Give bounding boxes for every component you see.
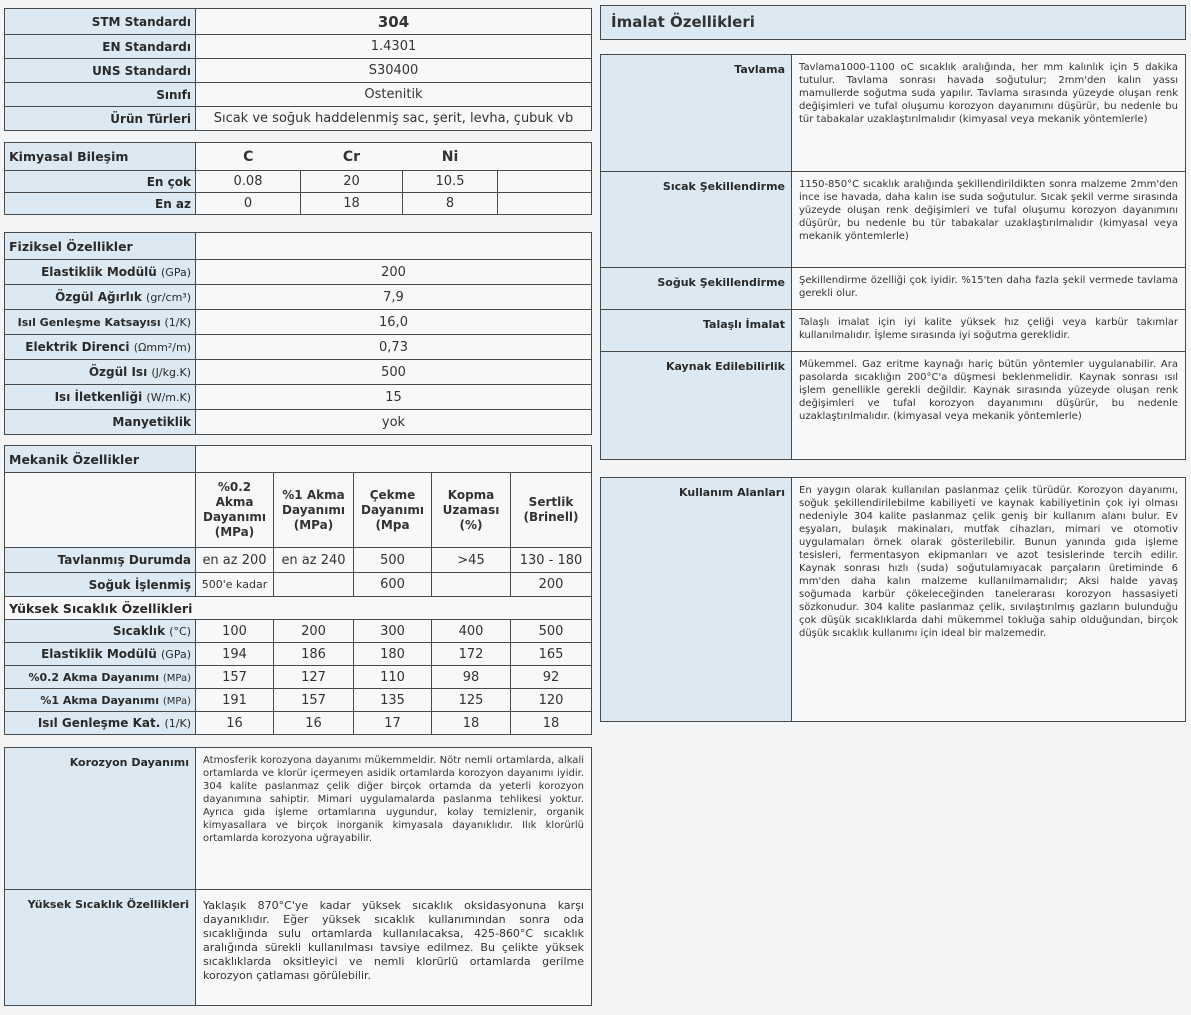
physical-header-row [5, 233, 592, 260]
mechanical-title: Mekanik Özellikler [5, 446, 196, 473]
high-temp-unit: (°C) [169, 625, 191, 638]
standards-row [5, 9, 592, 35]
high-temp-value: 180 [354, 643, 432, 666]
chemical-value: 8 [403, 193, 498, 215]
manufacturing-text: Şekillendirme özelliği çok iyidir. %15'ten daha fazla şekil vermede tavlama gerekli olur. [792, 268, 1186, 310]
chemical-label: En çok [5, 171, 196, 193]
manufacturing-label: Talaşlı İmalat [601, 310, 792, 352]
physical-row [5, 385, 592, 410]
standards-label: Ürün Türleri [5, 107, 196, 131]
high-temp-value: 110 [354, 666, 432, 689]
physical-label: Elektrik Direnci [25, 340, 130, 354]
high-temp-unit: (GPa) [161, 648, 191, 661]
mech-col-header: Çekme Dayanımı (Mpa [354, 473, 432, 548]
mechanical-row-label: Soğuk İşlenmiş [5, 573, 196, 597]
standards-row [5, 35, 592, 59]
mechanical-value: 500 [354, 548, 432, 573]
high-temp-value: 135 [354, 689, 432, 712]
high-temp-row [5, 620, 592, 643]
mechanical-value: >45 [432, 548, 511, 573]
high-temp-row [5, 712, 592, 735]
high-temp-value: 300 [354, 620, 432, 643]
manufacturing-table [600, 54, 1186, 460]
high-temp-value: 100 [196, 620, 274, 643]
physical-label: Elastiklik Modülü [41, 265, 157, 279]
physical-row [5, 410, 592, 435]
mechanical-value [432, 573, 511, 597]
manufacturing-label: Tavlama [601, 55, 792, 172]
physical-unit: (W/m.K) [146, 391, 191, 404]
chemical-value: 10.5 [403, 171, 498, 193]
mechanical-value: 130 - 180 [511, 548, 592, 573]
manufacturing-row [601, 172, 1186, 268]
usage-label: Kullanım Alanları [601, 478, 792, 722]
physical-unit: (1/K) [164, 315, 191, 329]
standards-label: EN Standardı [5, 35, 196, 59]
physical-value: 15 [196, 385, 592, 410]
high-temp-value: 186 [274, 643, 354, 666]
high-temp-value: 165 [511, 643, 592, 666]
physical-unit: (Ωmm²/m) [133, 341, 191, 354]
standards-value: 1.4301 [196, 35, 592, 59]
physical-unit: (GPa) [161, 266, 191, 279]
physical-row [5, 310, 592, 335]
usage-row [601, 478, 1186, 722]
physical-table [4, 232, 592, 435]
physical-value: 7,9 [196, 285, 592, 310]
chemical-header-row [5, 143, 592, 171]
mechanical-value: 500'e kadar [196, 573, 274, 597]
high-temp-value: 92 [511, 666, 592, 689]
element-c: C [196, 143, 301, 171]
high-temp-unit: (MPa) [162, 672, 191, 684]
high-temp-value: 157 [196, 666, 274, 689]
high-temp-row [5, 643, 592, 666]
high-temp-label: Sıcaklık [112, 624, 166, 638]
manufacturing-row [601, 55, 1186, 172]
manufacturing-row [601, 268, 1186, 310]
high-temp-value: 400 [432, 620, 511, 643]
physical-row [5, 285, 592, 310]
note-label: Yüksek Sıcaklık Özellikleri [5, 890, 196, 1006]
high-temp-value: 16 [274, 712, 354, 735]
note-text: Yaklaşık 870°C'ye kadar yüksek sıcaklık oksidasyonuna karşı dayanıklıdır. Eğer yüksek sıcaklık kullanımından sonra oda sıcaklığında sulu ortamlarda kullanılacaksa, 425-860°C sıcaklık aralığında sürekli kullanılması tavsiye edilmez. Bu çelikte yüksek sıcaklıklarda oksitleyici ve nemli klorürlü ortamlarda gerilme korozyon çatlaması görülebilir. [196, 890, 592, 1006]
high-temp-value: 17 [354, 712, 432, 735]
manufacturing-label: Kaynak Edilebilirlik [601, 352, 792, 460]
high-temp-unit: (MPa) [162, 695, 191, 707]
physical-unit: (gr/cm³) [146, 291, 191, 304]
high-temp-value: 191 [196, 689, 274, 712]
high-temp-value: 120 [511, 689, 592, 712]
chemical-row [5, 193, 592, 215]
mechanical-row-label: Tavlanmış Durumda [5, 548, 196, 573]
mechanical-value [274, 573, 354, 597]
manufacturing-text: 1150-850°C sıcaklık aralığında şekillendirildikten sonra malzeme 2mm'den ince ise havada, daha kalın ise suda soğutulur. Sıcak şekil verme sırasında yüzeyde oluşan renk değişimleri ve tufal oluşumu korozyon dayanımını düşürür, bu nedenle bu tür tabakalar uzaklaştırılmalıdır (kimyasal veya mekanik yöntemlerle) [792, 172, 1186, 268]
physical-value: 0,73 [196, 335, 592, 360]
physical-label: Isı İletkenliği [54, 390, 143, 404]
manufacturing-text: Talaşlı imalat için iyi kalite yüksek hız çeliği veya karbür takımlar kullanılmalıdır. İşleme sırasında iyi soğutma gereklidir. [792, 310, 1186, 352]
high-temp-value: 172 [432, 643, 511, 666]
physical-label: Özgül Isı [88, 365, 148, 379]
standards-label: UNS Standardı [5, 59, 196, 83]
mech-col-header: Kopma Uzaması (%) [432, 473, 511, 548]
mechanical-row [5, 548, 592, 573]
standards-row [5, 83, 592, 107]
note-label: Korozyon Dayanımı [5, 748, 196, 890]
high-temp-title-row [5, 597, 592, 620]
physical-value: 500 [196, 360, 592, 385]
mechanical-row [5, 573, 592, 597]
usage-table [600, 477, 1186, 722]
mechanical-table [4, 445, 592, 735]
manufacturing-row [601, 310, 1186, 352]
high-temp-unit: (1/K) [164, 717, 191, 730]
physical-label: Isıl Genleşme Katsayısı [17, 315, 161, 329]
high-temp-value: 194 [196, 643, 274, 666]
mech-col-header: %1 Akma Dayanımı (MPa) [274, 473, 354, 548]
standards-label: Sınıfı [5, 83, 196, 107]
mechanical-value: en az 200 [196, 548, 274, 573]
chemical-value: 20 [301, 171, 403, 193]
mechanical-value: 600 [354, 573, 432, 597]
manufacturing-text: Mükemmel. Gaz eritme kaynağı hariç bütün yöntemler uygulanabilir. Ara pasolarda sıcaklığın 200°C'a düşmesi beklenmelidir. Kaynak sonrası ısıl işlem genellikle gerekli değildir. Kaynak sırasında yüzeyde oluşan renk değişimleri ve tufal korozyon dayanımını düşürür, bu nedenle uzaklaştırılmalıdır. (kimyasal veya mekanik yöntemlerle) [792, 352, 1186, 460]
standards-row [5, 59, 592, 83]
chemical-value: 0 [196, 193, 301, 215]
physical-value: 200 [196, 260, 592, 285]
high-temp-row [5, 689, 592, 712]
physical-row [5, 335, 592, 360]
physical-label: Özgül Ağırlık [55, 290, 142, 304]
physical-value: yok [196, 410, 592, 435]
physical-unit: (J/kg.K) [151, 366, 191, 379]
standards-table [4, 8, 592, 131]
physical-title: Fiziksel Özellikler [5, 233, 196, 260]
manufacturing-text: Tavlama1000-1100 oC sıcaklık aralığında, her mm kalınlık için 5 dakika tutulur. Tavlama sonrası havada soğutulur; 2mm'den kalın yassı mamullerde soğutma suda yapılır. Tavlama sırasında yüzeyde oluşan renk değişimleri ve tufal oluşumu korozyon dayanımını düşürür, bu nedenle bu tür tabakalar uzaklaştırılmalıdır (kimyasal veya mekanik yöntemlerle) [792, 55, 1186, 172]
mechanical-header-row [5, 473, 592, 548]
mechanical-title-row [5, 446, 592, 473]
manufacturing-label: Sıcak Şekillendirme [601, 172, 792, 268]
note-text: Atmosferik korozyona dayanımı mükemmeldir. Nötr nemli ortamlarda, alkali ortamlarda ve klorür içermeyen asidik ortamlarda korozyon dayanımı iyidir. 304 kalite paslanmaz çelik diğer birçok ortamda da yeterli korozyon dayanımına sahiptir. Mimari uygulamalarda paslanma tehlikesi yoktur. Ayrıca gıda işleme ortamlarına uygundur, kolay temizlenir, organik kimyasallara ve birçok inorganik kimyasala dayanıklıdır. Ilık klorürlü ortamlarda korozyona uğrayabilir. [196, 748, 592, 890]
chemical-value: 18 [301, 193, 403, 215]
mech-col-header: Sertlik (Brinell) [511, 473, 592, 548]
physical-row [5, 260, 592, 285]
high-temp-value: 127 [274, 666, 354, 689]
usage-text: En yaygın olarak kullanılan paslanmaz çelik türüdür. Korozyon dayanımı, soğuk şekillendirilebilme kabiliyeti ve kaynak kabiliyetinin çok iyi olması nedeniyle 304 kalite paslanmaz çelik geniş bir kullanım alanı bulur. Ev eşyaları, bulaşık makinaları, mutfak cihazları, mimari ve otomotiv uygulamaları örnek olarak gösterilebilir. Bunun yanında gıda işleme tesisleri, fermentasyon ekipmanları ve azot tesislerinde tercih edilir. Kaynak sonrası hızlı (suda) soğutulamıyacak parçaların üretiminde 6 mm'den daha kalın malzeme kullanılmamalıdır; Aksi halde yavaş soğumada karbür çökeleceğinden tanelerarası korozyon hassasiyeti sözkonudur. 304 kalite paslanmaz çelik, sıvılaştırılmış gazların bulunduğu çok düşük sıcaklıklarda dahi mükemmel tokluğa sahip olduğundan, birçok düşük sıcaklık kullanımı için ideal bir malzemedir. [792, 478, 1186, 722]
high-temp-value: 500 [511, 620, 592, 643]
mechanical-value: 200 [511, 573, 592, 597]
chemical-label: En az [5, 193, 196, 215]
standards-row [5, 107, 592, 131]
high-temp-value: 98 [432, 666, 511, 689]
high-temp-label: Isıl Genleşme Kat. [37, 716, 161, 730]
manufacturing-title: İmalat Özellikleri [611, 13, 755, 31]
mechanical-value: en az 240 [274, 548, 354, 573]
physical-label: Manyetiklik [112, 415, 191, 429]
standards-value: Ostenitik [196, 83, 592, 107]
chemical-value: 0.08 [196, 171, 301, 193]
high-temp-value: 16 [196, 712, 274, 735]
mech-col-header: %0.2 Akma Dayanımı (MPa) [196, 473, 274, 548]
manufacturing-title-bar [600, 5, 1186, 40]
high-temp-label: %1 Akma Dayanımı [40, 693, 160, 707]
high-temp-value: 125 [432, 689, 511, 712]
note-row [5, 748, 592, 890]
notes-left-table [4, 747, 592, 1006]
chemical-table [4, 142, 592, 215]
manufacturing-row [601, 352, 1186, 460]
element-ni: Ni [403, 143, 498, 171]
physical-row [5, 360, 592, 385]
high-temp-value: 157 [274, 689, 354, 712]
high-temp-label: Elastiklik Modülü [41, 647, 157, 661]
high-temp-row [5, 666, 592, 689]
physical-value: 16,0 [196, 310, 592, 335]
standards-value: Sıcak ve soğuk haddelenmiş sac, şerit, levha, çubuk vb [196, 107, 592, 131]
chemical-title: Kimyasal Bileşim [5, 143, 196, 171]
high-temp-value: 18 [432, 712, 511, 735]
note-row [5, 890, 592, 1006]
element-cr: Cr [301, 143, 403, 171]
high-temp-value: 18 [511, 712, 592, 735]
standards-value: S30400 [196, 59, 592, 83]
standards-label: STM Standardı [5, 9, 196, 35]
high-temp-label: %0.2 Akma Dayanımı [28, 670, 160, 684]
high-temp-value: 200 [274, 620, 354, 643]
high-temp-title: Yüksek Sıcaklık Özellikleri [5, 597, 592, 620]
standards-value: 304 [196, 9, 592, 35]
manufacturing-label: Soğuk Şekillendirme [601, 268, 792, 310]
chemical-row [5, 171, 592, 193]
